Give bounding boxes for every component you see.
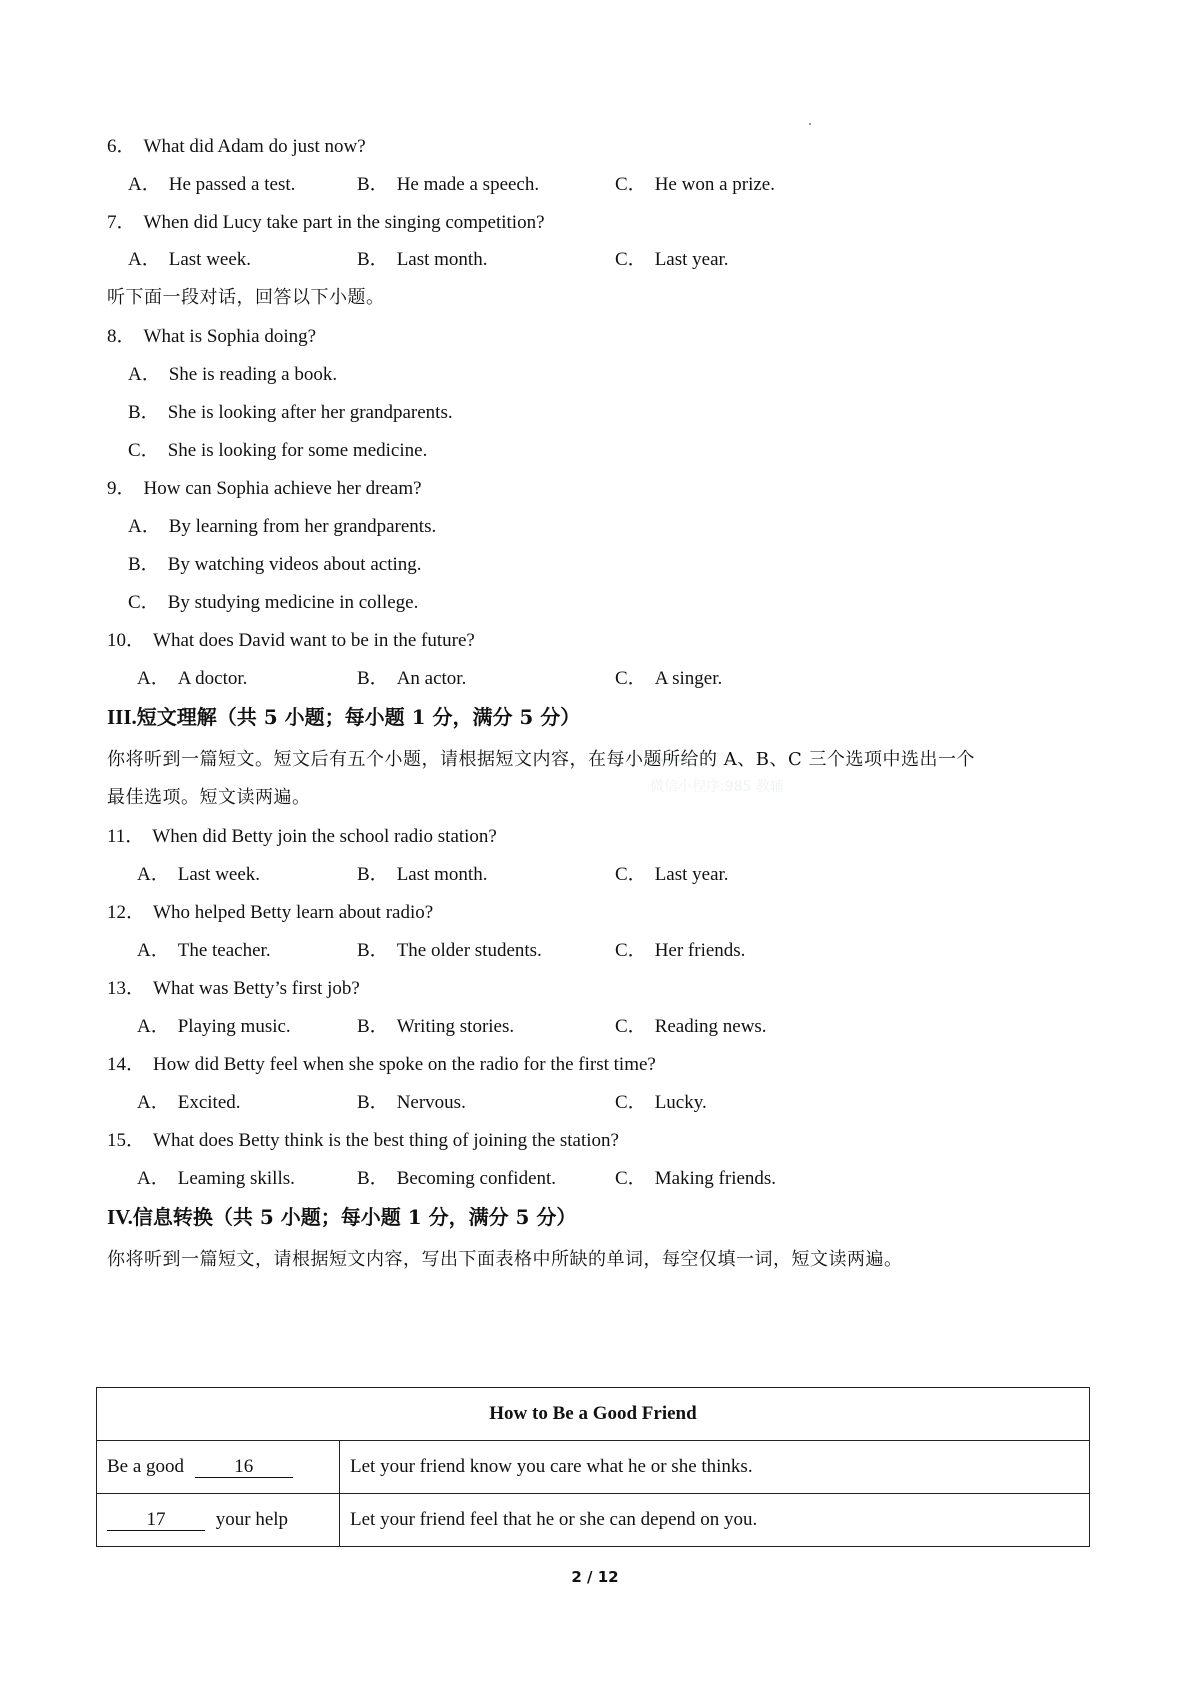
q7-option-c[interactable]: C． Last year. xyxy=(615,249,729,270)
q12-option-c[interactable]: C． Her friends. xyxy=(615,940,746,961)
q13-option-a[interactable]: A． Playing music. xyxy=(137,1016,291,1037)
question-13: 13． What was Betty’s first job? xyxy=(107,978,360,999)
q11-option-b[interactable]: B． Last month. xyxy=(357,864,488,885)
info-transfer-table xyxy=(96,1387,1090,1547)
section-3-title: III.短文理解（共 5 小题；每小题 1 分，满分 5 分） xyxy=(107,705,581,729)
table-header: How to Be a Good Friend xyxy=(97,1388,1090,1441)
q10-option-c[interactable]: C． A singer. xyxy=(615,668,723,689)
q14-option-c[interactable]: C． Lucky. xyxy=(615,1092,707,1113)
q11-option-a[interactable]: A． Last week. xyxy=(137,864,261,885)
table-row xyxy=(97,1441,1090,1494)
row-17-right: Let your friend feel that he or she can depend on you. xyxy=(340,1494,1090,1547)
q14-option-a[interactable]: A． Excited. xyxy=(137,1092,241,1113)
dialogue-instruction: 听下面一段对话，回答以下小题。 xyxy=(107,287,385,308)
q14-option-b[interactable]: B． Nervous. xyxy=(357,1092,466,1113)
scan-artifact xyxy=(809,123,811,125)
question-15: 15． What does Betty think is the best thing of joining the station? xyxy=(107,1130,619,1151)
row-17-left: 17 your help xyxy=(97,1494,340,1547)
q6-option-b[interactable]: B． He made a speech. xyxy=(357,174,540,195)
q7-option-a[interactable]: A． Last week. xyxy=(128,249,252,270)
q8-option-a[interactable]: A． She is reading a book. xyxy=(128,364,338,385)
q9-option-b[interactable]: B． By watching videos about acting. xyxy=(128,554,422,575)
q12-option-a[interactable]: A． The teacher. xyxy=(137,940,271,961)
q15-option-a[interactable]: A． Leaming skills. xyxy=(137,1168,295,1189)
watermark-text: 微信小程序:985 教辅 xyxy=(650,779,784,795)
question-6: 6． What did Adam do just now? xyxy=(107,136,366,157)
q8-option-b[interactable]: B． She is looking after her grandparents. xyxy=(128,402,453,423)
blank-17[interactable]: 17 xyxy=(107,1510,205,1531)
q11-option-c[interactable]: C． Last year. xyxy=(615,864,729,885)
question-9: 9． How can Sophia achieve her dream? xyxy=(107,478,422,499)
row-16-right: Let your friend know you care what he or she thinks. xyxy=(340,1441,1090,1494)
row-16-left: Be a good 16 xyxy=(97,1441,340,1494)
q10-option-b[interactable]: B． An actor. xyxy=(357,668,467,689)
q13-option-c[interactable]: C． Reading news. xyxy=(615,1016,767,1037)
q15-option-c[interactable]: C． Making friends. xyxy=(615,1168,777,1189)
table-row xyxy=(97,1494,1090,1547)
q10-option-a[interactable]: A． A doctor. xyxy=(137,668,248,689)
question-8: 8． What is Sophia doing? xyxy=(107,326,317,347)
q9-option-c[interactable]: C． By studying medicine in college. xyxy=(128,592,419,613)
page-indicator: 2 / 12 xyxy=(571,1568,619,1586)
q15-option-b[interactable]: B． Becoming confident. xyxy=(357,1168,557,1189)
section-3-instruction-line1: 你将听到一篇短文。短文后有五个小题，请根据短文内容，在每小题所给的 A、B、C 三个选项中选出一个 xyxy=(107,749,975,770)
q7-option-b[interactable]: B． Last month. xyxy=(357,249,488,270)
question-10: 10． What does David want to be in the future? xyxy=(107,630,475,651)
section-4-title: IV.信息转换（共 5 小题；每小题 1 分，满分 5 分） xyxy=(107,1205,577,1229)
q8-option-c[interactable]: C． She is looking for some medicine. xyxy=(128,440,428,461)
question-12: 12． Who helped Betty learn about radio? xyxy=(107,902,434,923)
q12-option-b[interactable]: B． The older students. xyxy=(357,940,542,961)
blank-16[interactable]: 16 xyxy=(195,1457,293,1478)
section-4-instruction: 你将听到一篇短文，请根据短文内容，写出下面表格中所缺的单词，每空仅填一词，短文读两遍。 xyxy=(107,1249,903,1270)
question-11: 11． When did Betty join the school radio station? xyxy=(107,826,497,847)
q9-option-a[interactable]: A． By learning from her grandparents. xyxy=(128,516,437,537)
q13-option-b[interactable]: B． Writing stories. xyxy=(357,1016,515,1037)
question-14: 14． How did Betty feel when she spoke on the radio for the first time? xyxy=(107,1054,656,1075)
question-7: 7． When did Lucy take part in the singing competition? xyxy=(107,212,545,233)
q6-option-c[interactable]: C． He won a prize. xyxy=(615,174,775,195)
q6-option-a[interactable]: A． He passed a test. xyxy=(128,174,296,195)
section-3-instruction-line2: 最佳选项。短文读两遍。 xyxy=(107,787,311,808)
